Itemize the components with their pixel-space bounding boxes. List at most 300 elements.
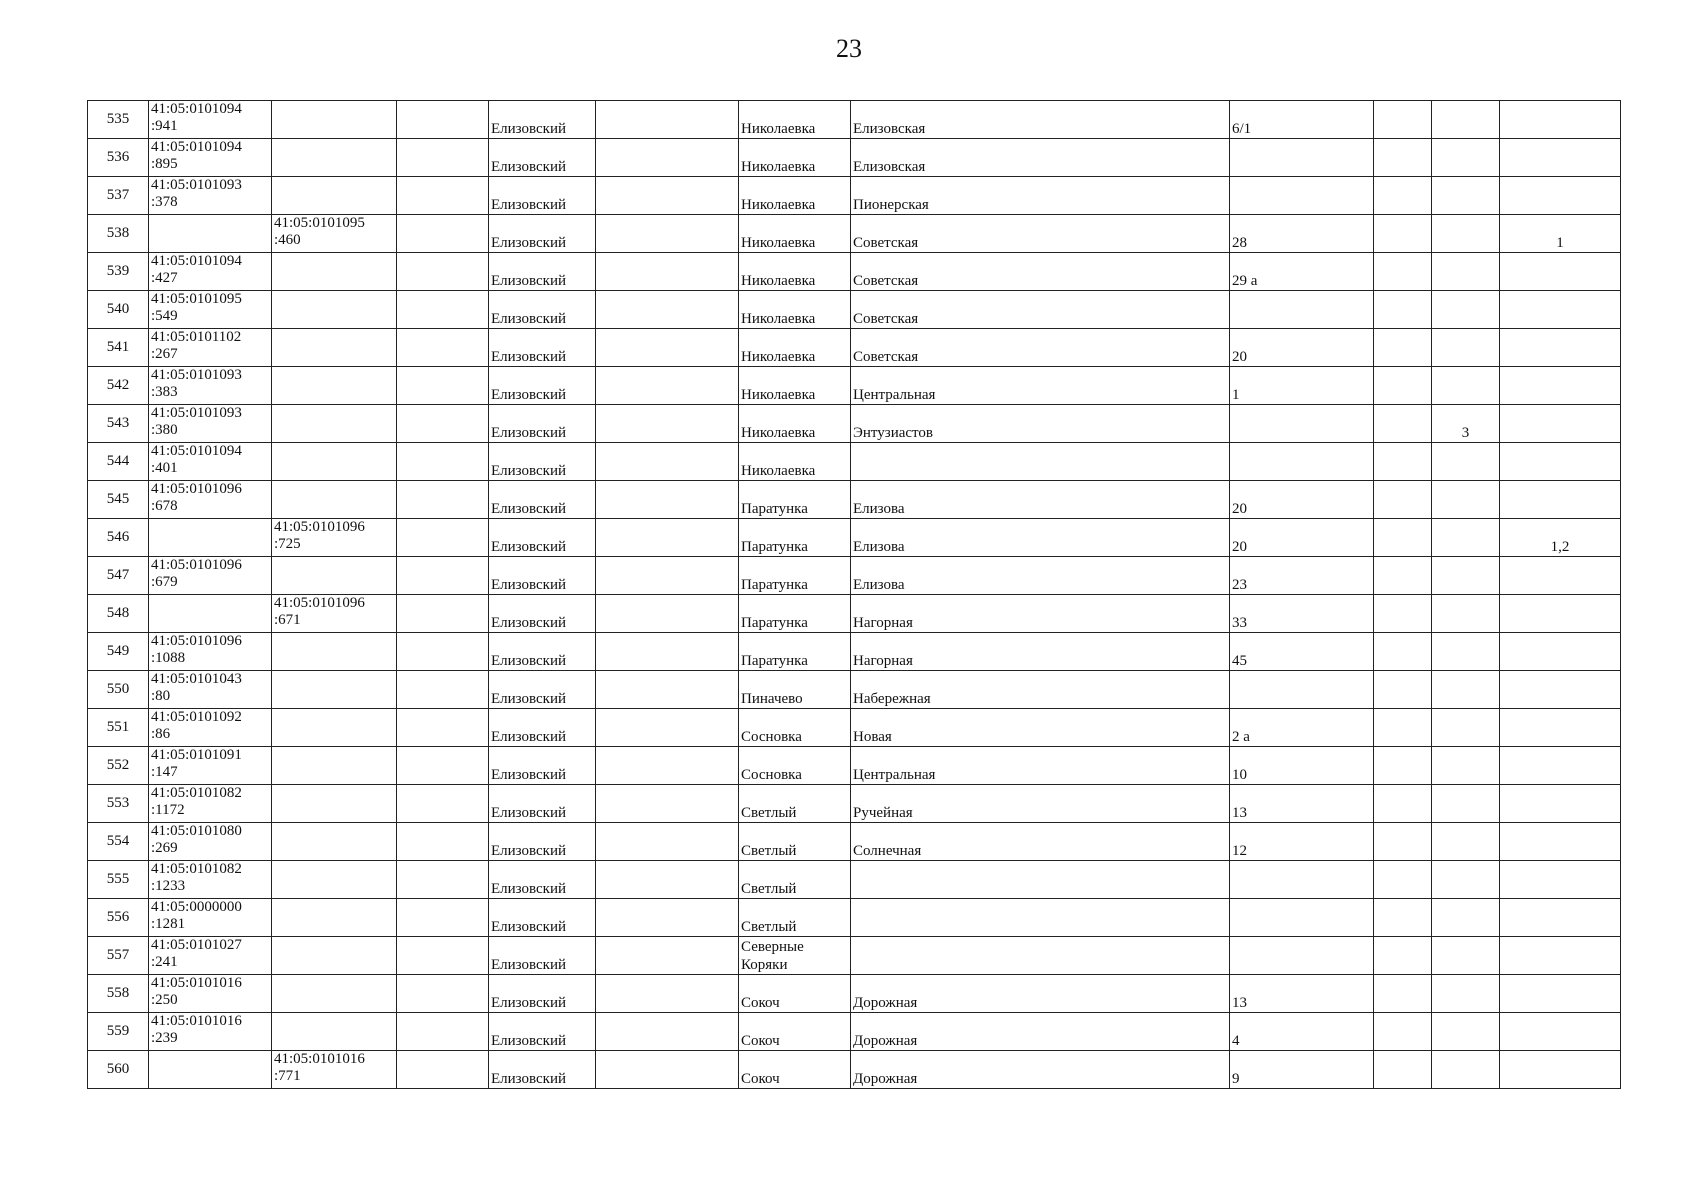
street-cell (851, 861, 1230, 899)
apartment-number-cell (1500, 101, 1621, 139)
table-row (88, 785, 1621, 823)
building-number-cell (1432, 215, 1500, 253)
house-number-cell: 20 (1230, 329, 1374, 367)
empty-cell (596, 633, 739, 671)
street-cell: Советская (851, 291, 1230, 329)
empty-cell (397, 785, 489, 823)
street-cell (851, 443, 1230, 481)
street-cell: Новая (851, 709, 1230, 747)
empty-cell (1374, 1051, 1432, 1089)
empty-cell (397, 633, 489, 671)
building-number-cell (1432, 329, 1500, 367)
street-cell: Елизова (851, 481, 1230, 519)
empty-cell (397, 367, 489, 405)
empty-cell (397, 975, 489, 1013)
cadastral-number-cell: 41:05:0101016 :250 (149, 975, 272, 1013)
row-number-cell: 550 (88, 671, 149, 709)
building-number-cell (1432, 975, 1500, 1013)
empty-cell (596, 177, 739, 215)
table-row (88, 595, 1621, 633)
empty-cell (1374, 405, 1432, 443)
row-number-cell: 546 (88, 519, 149, 557)
cadastral-number-alt-cell (272, 785, 397, 823)
empty-cell (596, 253, 739, 291)
table-row (88, 937, 1621, 975)
district-cell: Елизовский (489, 481, 596, 519)
cadastral-number-alt-cell (272, 329, 397, 367)
district-cell: Елизовский (489, 519, 596, 557)
building-number-cell (1432, 443, 1500, 481)
street-cell: Энтузиастов (851, 405, 1230, 443)
empty-cell (1374, 557, 1432, 595)
apartment-number-cell (1500, 557, 1621, 595)
house-number-cell: 28 (1230, 215, 1374, 253)
district-cell: Елизовский (489, 443, 596, 481)
street-cell: Дорожная (851, 1051, 1230, 1089)
building-number-cell (1432, 519, 1500, 557)
empty-cell (596, 367, 739, 405)
building-number-cell (1432, 367, 1500, 405)
row-number-cell: 539 (88, 253, 149, 291)
building-number-cell (1432, 633, 1500, 671)
house-number-cell: 23 (1230, 557, 1374, 595)
cadastral-number-cell (149, 519, 272, 557)
street-cell: Елизова (851, 557, 1230, 595)
row-number-cell: 537 (88, 177, 149, 215)
table-row (88, 519, 1621, 557)
district-cell: Елизовский (489, 595, 596, 633)
building-number-cell (1432, 253, 1500, 291)
locality-cell: Николаевка (739, 443, 851, 481)
house-number-cell (1230, 443, 1374, 481)
locality-cell: Николаевка (739, 329, 851, 367)
house-number-cell: 12 (1230, 823, 1374, 861)
locality-cell: Светлый (739, 899, 851, 937)
cadastral-number-cell: 41:05:0101096 :679 (149, 557, 272, 595)
district-cell: Елизовский (489, 709, 596, 747)
cadastral-number-cell: 41:05:0101093 :380 (149, 405, 272, 443)
locality-cell: Сокоч (739, 1013, 851, 1051)
cadastral-number-alt-cell (272, 177, 397, 215)
table-row (88, 139, 1621, 177)
building-number-cell (1432, 785, 1500, 823)
street-cell: Советская (851, 253, 1230, 291)
empty-cell (596, 443, 739, 481)
empty-cell (1374, 747, 1432, 785)
apartment-number-cell (1500, 367, 1621, 405)
house-number-cell: 2 а (1230, 709, 1374, 747)
district-cell: Елизовский (489, 861, 596, 899)
table-row (88, 671, 1621, 709)
row-number-cell: 547 (88, 557, 149, 595)
building-number-cell (1432, 899, 1500, 937)
cadastral-number-alt-cell (272, 975, 397, 1013)
empty-cell (397, 139, 489, 177)
district-cell: Елизовский (489, 1013, 596, 1051)
empty-cell (1374, 633, 1432, 671)
cadastral-number-cell: 41:05:0101094 :941 (149, 101, 272, 139)
table-row (88, 253, 1621, 291)
empty-cell (397, 405, 489, 443)
cadastral-number-cell: 41:05:0101095 :549 (149, 291, 272, 329)
house-number-cell: 20 (1230, 481, 1374, 519)
house-number-cell (1230, 291, 1374, 329)
street-cell: Дорожная (851, 975, 1230, 1013)
cadastral-number-alt-cell (272, 937, 397, 975)
cadastral-number-cell (149, 595, 272, 633)
district-cell: Елизовский (489, 1051, 596, 1089)
empty-cell (397, 253, 489, 291)
empty-cell (397, 291, 489, 329)
locality-cell: Паратунка (739, 595, 851, 633)
cadastral-number-cell: 41:05:0101016 :239 (149, 1013, 272, 1051)
district-cell: Елизовский (489, 253, 596, 291)
empty-cell (596, 785, 739, 823)
cadastral-number-alt-cell (272, 443, 397, 481)
empty-cell (1374, 709, 1432, 747)
street-cell: Центральная (851, 367, 1230, 405)
locality-cell: Паратунка (739, 633, 851, 671)
row-number-cell: 557 (88, 937, 149, 975)
apartment-number-cell (1500, 291, 1621, 329)
table-row (88, 101, 1621, 139)
empty-cell (596, 101, 739, 139)
table-row (88, 1051, 1621, 1089)
empty-cell (397, 823, 489, 861)
empty-cell (596, 139, 739, 177)
district-cell: Елизовский (489, 177, 596, 215)
apartment-number-cell (1500, 595, 1621, 633)
cadastral-number-alt-cell: 41:05:0101096 :671 (272, 595, 397, 633)
empty-cell (596, 215, 739, 253)
cadastral-number-alt-cell (272, 709, 397, 747)
empty-cell (596, 557, 739, 595)
cadastral-number-cell (149, 1051, 272, 1089)
street-cell: Елизова (851, 519, 1230, 557)
street-cell: Ручейная (851, 785, 1230, 823)
row-number-cell: 548 (88, 595, 149, 633)
row-number-cell: 535 (88, 101, 149, 139)
row-number-cell: 554 (88, 823, 149, 861)
empty-cell (1374, 253, 1432, 291)
cadastral-number-alt-cell (272, 823, 397, 861)
cadastral-number-cell: 41:05:0101094 :401 (149, 443, 272, 481)
empty-cell (596, 899, 739, 937)
locality-cell: Сокоч (739, 975, 851, 1013)
cadastral-number-alt-cell: 41:05:0101016 :771 (272, 1051, 397, 1089)
apartment-number-cell: 1 (1500, 215, 1621, 253)
cadastral-number-alt-cell (272, 367, 397, 405)
district-cell: Елизовский (489, 785, 596, 823)
empty-cell (596, 937, 739, 975)
apartment-number-cell (1500, 139, 1621, 177)
district-cell: Елизовский (489, 937, 596, 975)
building-number-cell (1432, 481, 1500, 519)
house-number-cell: 1 (1230, 367, 1374, 405)
street-cell: Советская (851, 329, 1230, 367)
empty-cell (596, 671, 739, 709)
row-number-cell: 556 (88, 899, 149, 937)
empty-cell (1374, 215, 1432, 253)
district-cell: Елизовский (489, 747, 596, 785)
district-cell: Елизовский (489, 139, 596, 177)
cadastral-number-cell: 41:05:0101094 :895 (149, 139, 272, 177)
street-cell (851, 937, 1230, 975)
building-number-cell (1432, 937, 1500, 975)
empty-cell (397, 177, 489, 215)
table-row (88, 823, 1621, 861)
table-row (88, 215, 1621, 253)
street-cell: Советская (851, 215, 1230, 253)
table-row (88, 329, 1621, 367)
locality-cell: Сокоч (739, 1051, 851, 1089)
empty-cell (1374, 785, 1432, 823)
row-number-cell: 552 (88, 747, 149, 785)
locality-cell: Сосновка (739, 709, 851, 747)
empty-cell (397, 519, 489, 557)
empty-cell (1374, 861, 1432, 899)
apartment-number-cell (1500, 443, 1621, 481)
empty-cell (1374, 595, 1432, 633)
table-row (88, 899, 1621, 937)
empty-cell (1374, 443, 1432, 481)
row-number-cell: 555 (88, 861, 149, 899)
row-number-cell: 551 (88, 709, 149, 747)
district-cell: Елизовский (489, 557, 596, 595)
row-number-cell: 536 (88, 139, 149, 177)
table-row (88, 709, 1621, 747)
district-cell: Елизовский (489, 671, 596, 709)
empty-cell (397, 1051, 489, 1089)
empty-cell (596, 595, 739, 633)
building-number-cell (1432, 1013, 1500, 1051)
row-number-cell: 541 (88, 329, 149, 367)
empty-cell (596, 405, 739, 443)
locality-cell: Николаевка (739, 253, 851, 291)
table-row (88, 443, 1621, 481)
empty-cell (1374, 139, 1432, 177)
empty-cell (1374, 291, 1432, 329)
apartment-number-cell (1500, 253, 1621, 291)
house-number-cell: 45 (1230, 633, 1374, 671)
locality-cell: Николаевка (739, 101, 851, 139)
empty-cell (1374, 481, 1432, 519)
locality-cell: Николаевка (739, 139, 851, 177)
cadastral-number-cell: 41:05:0101096 :678 (149, 481, 272, 519)
house-number-cell: 20 (1230, 519, 1374, 557)
street-cell: Дорожная (851, 1013, 1230, 1051)
locality-cell: Николаевка (739, 367, 851, 405)
cadastral-number-alt-cell: 41:05:0101095 :460 (272, 215, 397, 253)
cadastral-number-cell: 41:05:0101096 :1088 (149, 633, 272, 671)
empty-cell (397, 557, 489, 595)
cadastral-number-alt-cell (272, 405, 397, 443)
empty-cell (397, 215, 489, 253)
row-number-cell: 538 (88, 215, 149, 253)
house-number-cell (1230, 177, 1374, 215)
building-number-cell (1432, 557, 1500, 595)
cadastral-number-cell: 41:05:0101092 :86 (149, 709, 272, 747)
apartment-number-cell (1500, 671, 1621, 709)
house-number-cell: 6/1 (1230, 101, 1374, 139)
empty-cell (596, 861, 739, 899)
empty-cell (397, 443, 489, 481)
apartment-number-cell (1500, 1051, 1621, 1089)
cadastral-number-cell: 41:05:0101094 :427 (149, 253, 272, 291)
cadastral-number-alt-cell (272, 101, 397, 139)
street-cell: Елизовская (851, 139, 1230, 177)
cadastral-number-cell: 41:05:0101027 :241 (149, 937, 272, 975)
cadastral-number-cell: 41:05:0101093 :383 (149, 367, 272, 405)
cadastral-number-cell: 41:05:0101043 :80 (149, 671, 272, 709)
locality-cell: Северные Коряки (739, 937, 851, 975)
cadastral-number-cell: 41:05:0101093 :378 (149, 177, 272, 215)
cadastral-number-cell: 41:05:0101102 :267 (149, 329, 272, 367)
empty-cell (596, 1013, 739, 1051)
empty-cell (596, 709, 739, 747)
locality-cell: Николаевка (739, 405, 851, 443)
house-number-cell: 13 (1230, 785, 1374, 823)
cadastral-number-cell: 41:05:0101091 :147 (149, 747, 272, 785)
empty-cell (397, 481, 489, 519)
locality-cell: Николаевка (739, 215, 851, 253)
cadastral-number-cell: 41:05:0101082 :1233 (149, 861, 272, 899)
row-number-cell: 559 (88, 1013, 149, 1051)
apartment-number-cell (1500, 481, 1621, 519)
empty-cell (397, 595, 489, 633)
street-cell: Нагорная (851, 633, 1230, 671)
apartment-number-cell (1500, 633, 1621, 671)
building-number-cell (1432, 823, 1500, 861)
empty-cell (397, 937, 489, 975)
empty-cell (1374, 823, 1432, 861)
table-row (88, 177, 1621, 215)
empty-cell (1374, 899, 1432, 937)
empty-cell (397, 747, 489, 785)
street-cell: Солнечная (851, 823, 1230, 861)
district-cell: Елизовский (489, 975, 596, 1013)
empty-cell (596, 823, 739, 861)
street-cell: Елизовская (851, 101, 1230, 139)
row-number-cell: 549 (88, 633, 149, 671)
house-number-cell (1230, 139, 1374, 177)
street-cell (851, 899, 1230, 937)
district-cell: Елизовский (489, 367, 596, 405)
empty-cell (1374, 101, 1432, 139)
locality-cell: Паратунка (739, 481, 851, 519)
apartment-number-cell (1500, 899, 1621, 937)
empty-cell (1374, 1013, 1432, 1051)
empty-cell (596, 1051, 739, 1089)
table-row (88, 481, 1621, 519)
house-number-cell: 13 (1230, 975, 1374, 1013)
row-number-cell: 545 (88, 481, 149, 519)
row-number-cell: 540 (88, 291, 149, 329)
cadastral-number-alt-cell (272, 747, 397, 785)
building-number-cell (1432, 177, 1500, 215)
district-cell: Елизовский (489, 215, 596, 253)
cadastral-number-alt-cell (272, 1013, 397, 1051)
cadastral-number-alt-cell (272, 291, 397, 329)
empty-cell (397, 1013, 489, 1051)
street-cell: Набережная (851, 671, 1230, 709)
locality-cell: Пиначево (739, 671, 851, 709)
locality-cell: Паратунка (739, 557, 851, 595)
table-row (88, 861, 1621, 899)
empty-cell (1374, 519, 1432, 557)
building-number-cell (1432, 747, 1500, 785)
building-number-cell (1432, 139, 1500, 177)
empty-cell (1374, 937, 1432, 975)
locality-cell: Светлый (739, 823, 851, 861)
empty-cell (397, 329, 489, 367)
cadastral-number-alt-cell (272, 861, 397, 899)
registry-body (88, 101, 1621, 1089)
street-cell: Нагорная (851, 595, 1230, 633)
table-row (88, 557, 1621, 595)
cadastral-number-alt-cell (272, 671, 397, 709)
table-row (88, 1013, 1621, 1051)
empty-cell (596, 519, 739, 557)
street-cell: Пионерская (851, 177, 1230, 215)
row-number-cell: 542 (88, 367, 149, 405)
house-number-cell: 29 а (1230, 253, 1374, 291)
house-number-cell (1230, 937, 1374, 975)
house-number-cell (1230, 405, 1374, 443)
apartment-number-cell (1500, 823, 1621, 861)
table-row (88, 291, 1621, 329)
cadastral-number-alt-cell (272, 481, 397, 519)
empty-cell (1374, 367, 1432, 405)
row-number-cell: 558 (88, 975, 149, 1013)
house-number-cell (1230, 861, 1374, 899)
district-cell: Елизовский (489, 329, 596, 367)
empty-cell (1374, 329, 1432, 367)
empty-cell (1374, 671, 1432, 709)
property-registry-table (87, 100, 1621, 1089)
cadastral-number-alt-cell (272, 139, 397, 177)
empty-cell (1374, 177, 1432, 215)
row-number-cell: 543 (88, 405, 149, 443)
apartment-number-cell (1500, 177, 1621, 215)
district-cell: Елизовский (489, 405, 596, 443)
empty-cell (596, 747, 739, 785)
row-number-cell: 560 (88, 1051, 149, 1089)
apartment-number-cell (1500, 785, 1621, 823)
district-cell: Елизовский (489, 101, 596, 139)
cadastral-number-cell: 41:05:0101082 :1172 (149, 785, 272, 823)
empty-cell (397, 671, 489, 709)
building-number-cell (1432, 709, 1500, 747)
building-number-cell (1432, 861, 1500, 899)
locality-cell: Светлый (739, 861, 851, 899)
apartment-number-cell (1500, 747, 1621, 785)
house-number-cell: 4 (1230, 1013, 1374, 1051)
district-cell: Елизовский (489, 633, 596, 671)
locality-cell: Паратунка (739, 519, 851, 557)
apartment-number-cell (1500, 709, 1621, 747)
row-number-cell: 553 (88, 785, 149, 823)
empty-cell (596, 291, 739, 329)
cadastral-number-alt-cell (272, 253, 397, 291)
apartment-number-cell (1500, 861, 1621, 899)
table-row (88, 367, 1621, 405)
locality-cell: Сосновка (739, 747, 851, 785)
cadastral-number-cell (149, 215, 272, 253)
cadastral-number-alt-cell (272, 633, 397, 671)
apartment-number-cell (1500, 405, 1621, 443)
district-cell: Елизовский (489, 291, 596, 329)
